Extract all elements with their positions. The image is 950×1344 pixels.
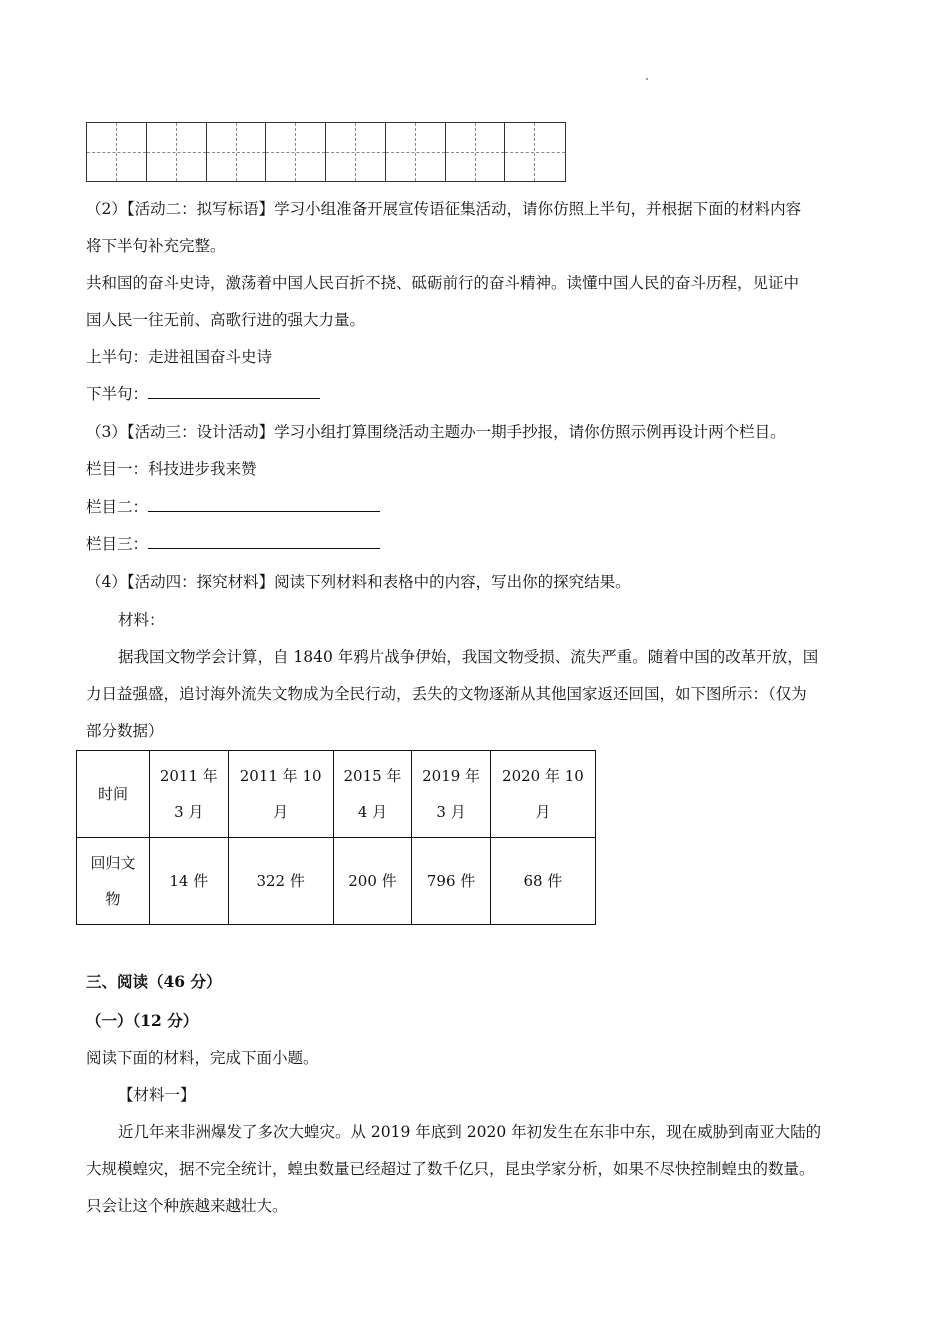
q3-column2-blank[interactable] [148, 497, 380, 512]
q3-column1: 栏目一：科技进步我来赞 [86, 460, 257, 478]
stray-dot [646, 78, 648, 80]
q3-column3-label: 栏目三： [86, 535, 149, 553]
q2-lower-half-label: 下半句： [86, 385, 149, 403]
count-cell: 322 件 [228, 838, 333, 925]
material1-label: 【材料一】 [118, 1086, 196, 1104]
grid-cell[interactable] [446, 123, 506, 181]
date-cell: 2019 年 3 月 [412, 751, 491, 838]
q4-material-label: 材料： [118, 611, 165, 629]
grid-cell[interactable] [386, 123, 446, 181]
q3-column2-label: 栏目二： [86, 498, 149, 516]
section3-subheading: （一）（12 分） [86, 1011, 199, 1030]
writing-grid[interactable] [86, 122, 566, 182]
row-header-items: 回归文 物 [77, 838, 150, 925]
grid-cell[interactable] [505, 123, 565, 181]
date-cell: 2020 年 10 月 [490, 751, 595, 838]
q3-prompt: （3）【活动三：设计活动】学习小组打算围绕活动主题办一期手抄报，请你仿照示例再设计两个栏目。 [86, 423, 786, 441]
q2-material-line2: 国人民一往无前、高歌行进的强大力量。 [86, 311, 366, 329]
q4-para-line2: 力日益强盛，追讨海外流失文物成为全民行动，丢失的文物逐渐从其他国家返还回国，如下图所示：（仅为 [86, 685, 807, 703]
q2-upper-half: 上半句：走进祖国奋斗史诗 [86, 348, 273, 366]
date-cell: 2015 年 4 月 [333, 751, 412, 838]
section3-heading: 三、阅读（46 分） [86, 972, 222, 991]
date-cell: 2011 年 10 月 [228, 751, 333, 838]
count-cell: 68 件 [490, 838, 595, 925]
material1-line1: 近几年来非洲爆发了多次大蝗灾。从 2019 年底到 2020 年初发生在东非中东，现在威胁到南亚大陆的 [118, 1123, 822, 1141]
q3-column2-row [86, 497, 380, 517]
material1-line3: 只会让这个种族越来越壮大。 [86, 1197, 288, 1215]
grid-cell[interactable] [147, 123, 207, 181]
count-cell: 14 件 [150, 838, 229, 925]
count-cell: 796 件 [412, 838, 491, 925]
date-cell: 2011 年 3 月 [150, 751, 229, 838]
table-row-time [77, 751, 596, 838]
grid-cell[interactable] [266, 123, 326, 181]
q2-prompt-line2: 将下半句补充完整。 [86, 237, 226, 255]
count-cell: 200 件 [333, 838, 412, 925]
q4-prompt: （4）【活动四：探究材料】阅读下列材料和表格中的内容，写出你的探究结果。 [86, 573, 631, 591]
q2-answer-blank[interactable] [148, 384, 320, 399]
artifact-return-table [76, 750, 596, 925]
q4-para-line3: 部分数据） [86, 722, 164, 740]
grid-cell[interactable] [326, 123, 386, 181]
q3-column3-row [86, 534, 380, 554]
q2-lower-half-row [86, 384, 320, 404]
q2-prompt-line1: （2）【活动二：拟写标语】学习小组准备开展宣传语征集活动，请你仿照上半句，并根据下面的材料内容 [86, 200, 802, 218]
section3-instruction: 阅读下面的材料，完成下面小题。 [86, 1049, 319, 1067]
material1-line2: 大规模蝗灾，据不完全统计，蝗虫数量已经超过了数千亿只，昆虫学家分析，如果不尽快控制蝗虫的数量。 [86, 1160, 815, 1178]
q3-column3-blank[interactable] [148, 534, 380, 549]
row-header-time: 时间 [77, 751, 150, 838]
q4-para-line1: 据我国文物学会计算，自 1840 年鸦片战争伊始，我国文物受损、流失严重。随着中国的改革开放，国 [118, 648, 819, 666]
grid-cell[interactable] [87, 123, 147, 181]
grid-cell[interactable] [207, 123, 267, 181]
q2-material-line1: 共和国的奋斗史诗，激荡着中国人民百折不挠、砥砺前行的奋斗精神。读懂中国人民的奋斗历程，见证中 [86, 274, 800, 292]
table-row-counts [77, 838, 596, 925]
